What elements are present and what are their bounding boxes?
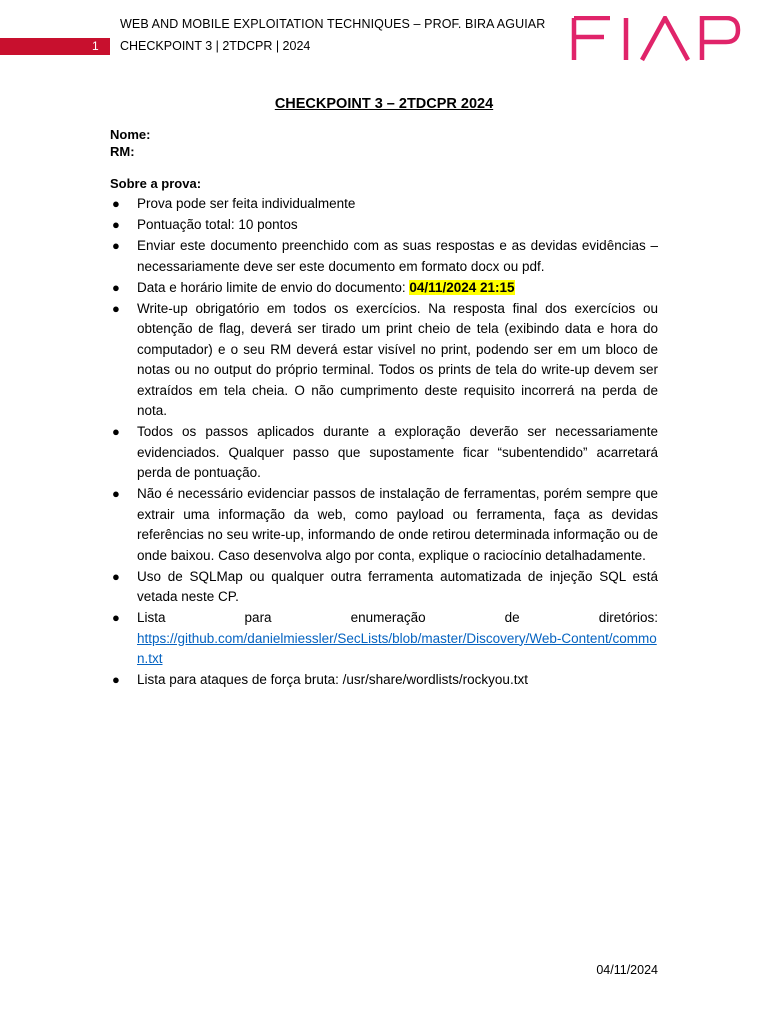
list-item: ● Uso de SQLMap ou qualquer outra ferramenta automatizada de injeção SQL está vetada neste CP. <box>112 568 658 604</box>
list-item: ● Data e horário limite de envio do documento: 04/11/2024 21:15 <box>110 278 658 299</box>
fiap-logo <box>570 16 742 62</box>
list-item <box>110 608 658 670</box>
rules-list <box>110 194 658 691</box>
bullet-icon: ● <box>112 279 120 295</box>
footer-date: 04/11/2024 <box>596 963 658 977</box>
bullet-icon: ● <box>112 672 120 687</box>
list-item: ● Todos os passos aplicados durante a exploração deverão ser necessariamente evidenciados. Qualquer passo que supostamente ficar “subentendido” acarretará perda de pontuação. <box>112 424 658 480</box>
list-item: ● Prova pode ser feita individualmente <box>110 194 658 215</box>
bullet-icon: ● <box>112 238 120 253</box>
bullet-icon: ● <box>112 300 120 316</box>
list-item: ● Write-up obrigatório em todos os exercícios. Na resposta final dos exercícios ou obtenção de flag, deverá ser tirado um print cheio de tela (exibindo data e hora do computador) e o seu RM deverá estar visível no print, podendo ser em um bloco de notas ou no output do próprio terminal. Todos os prints de tela do write-up devem ser extraídos em tela cheia. O não cumprimento deste requisito incorrerá na perda de nota. <box>112 300 658 418</box>
list-item: ● Não é necessário evidenciar passos de instalação de ferramentas, porém sempre que extrair uma informação da web, como payload ou ferramenta, faça as devidas referências no seu write-up, informando de onde retirou determinada informação ou de onde baixou. Caso desenvolva algo por conta, explique o raciocínio detalhadamente. <box>112 486 658 563</box>
bullet-icon: ● <box>112 424 120 439</box>
list-item: ● Pontuação total: 10 pontos <box>110 215 658 236</box>
seclists-link[interactable]: https://github.com/danielmiessler/SecLists/blob/master/Discovery/Web-Content/common.txt <box>137 630 657 666</box>
bullet-icon: ● <box>112 568 120 584</box>
bullet-icon: ● <box>112 217 120 232</box>
bullet-icon: ● <box>112 610 120 625</box>
header-checkpoint-line: CHECKPOINT 3 | 2TDCPR | 2024 <box>120 39 311 53</box>
bullet-icon: ● <box>112 196 120 211</box>
deadline-highlight: 04/11/2024 21:15 <box>409 279 515 295</box>
document-title: CHECKPOINT 3 – 2TDCPR 2024 <box>274 96 494 112</box>
list-item: ● Lista para ataques de força bruta: /usr/share/wordlists/rockyou.txt <box>110 670 658 691</box>
name-label: Nome: <box>110 127 151 142</box>
rm-label: RM: <box>110 144 135 159</box>
list-item: ● Enviar este documento preenchido com as suas respostas e as devidas evidências – necessariamente deve ser este documento em formato docx ou pdf. <box>112 238 658 274</box>
about-heading: Sobre a prova: <box>110 176 202 191</box>
bullet-icon: ● <box>112 486 120 501</box>
header-course-line: WEB AND MOBILE EXPLOITATION TECHNIQUES – PROF. BIRA AGUIAR <box>120 17 546 31</box>
wordlist-caption: Lista para enumeração de diretórios: <box>137 610 658 625</box>
page-number: 1 <box>92 39 99 53</box>
